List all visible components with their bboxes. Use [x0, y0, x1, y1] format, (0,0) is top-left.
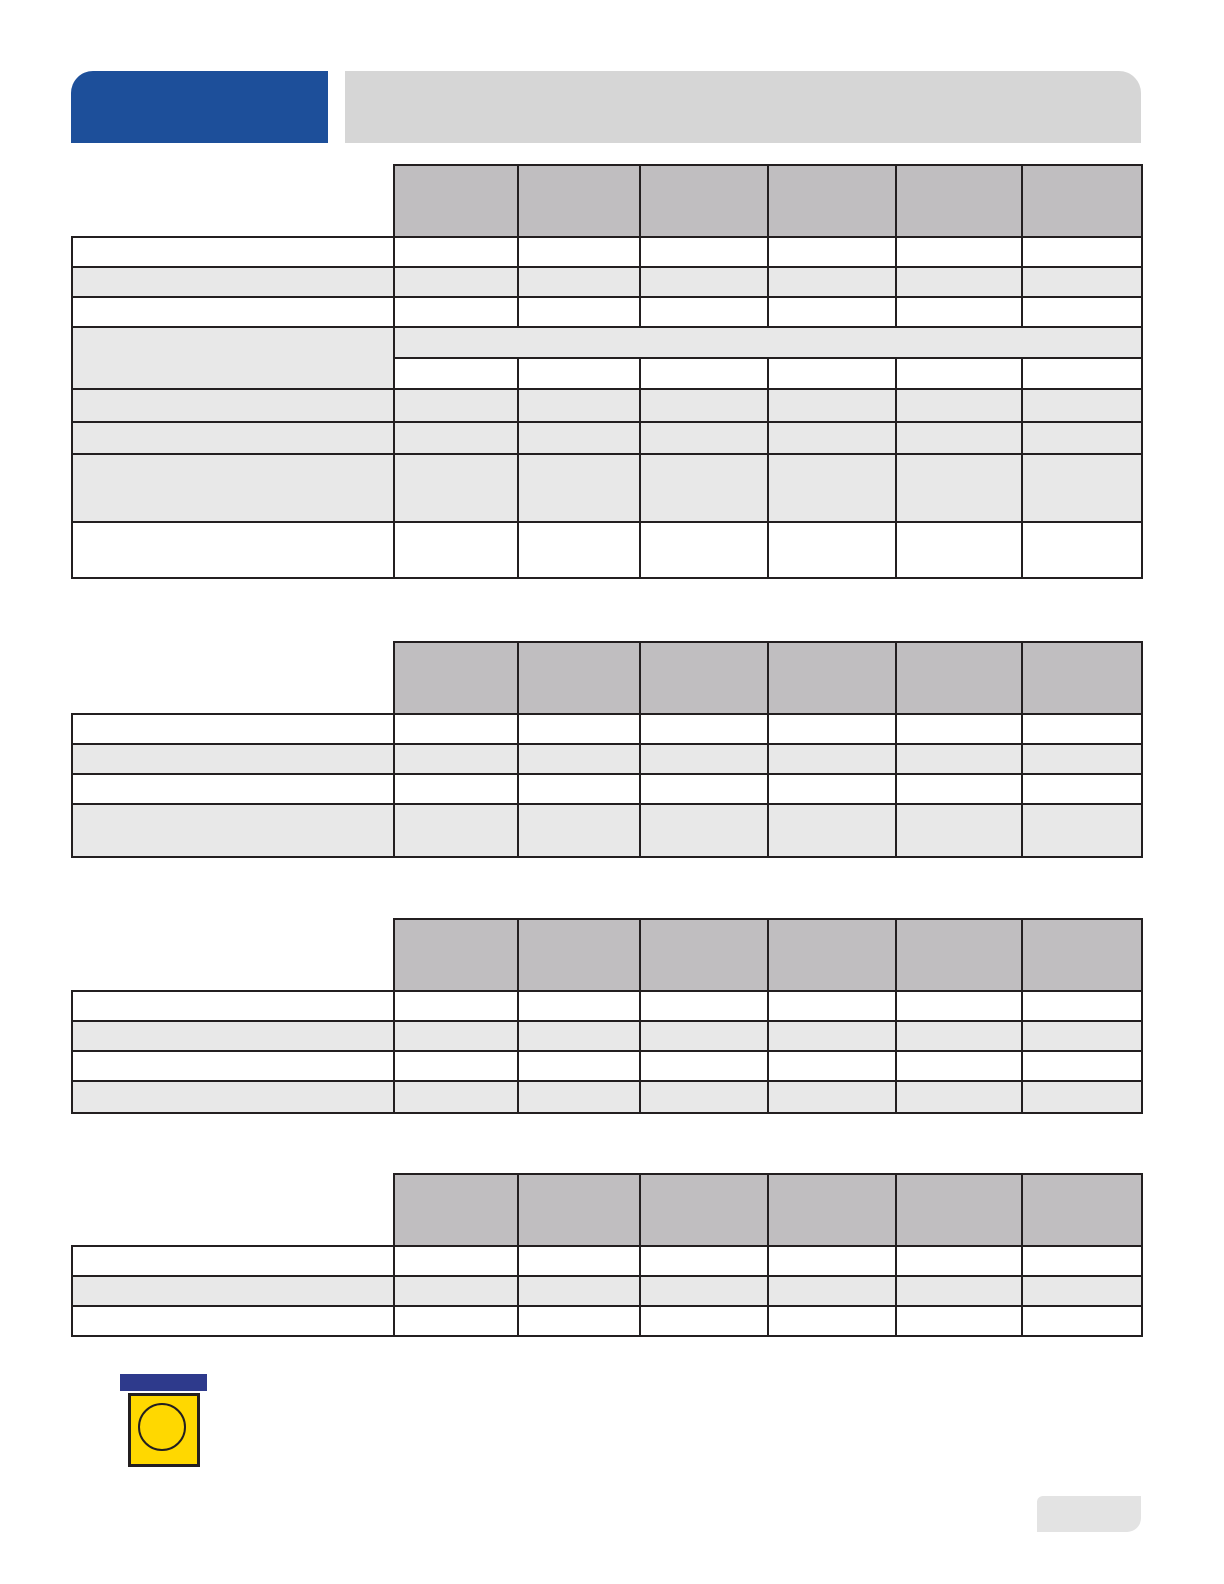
column-header [518, 1174, 640, 1246]
section-tab [71, 71, 328, 143]
column-header [1022, 1174, 1142, 1246]
column-header [518, 165, 640, 237]
column-header [394, 165, 518, 237]
spec-table-1 [71, 164, 1143, 579]
table-header-row [72, 642, 1142, 714]
subheader-row [72, 327, 1142, 358]
warning-box [128, 1393, 200, 1467]
table-row [72, 1246, 1142, 1276]
table-row [72, 522, 1142, 578]
table-header-row [72, 165, 1142, 237]
column-header [896, 919, 1022, 991]
column-header [640, 919, 768, 991]
table-row [72, 297, 1142, 327]
table-header-row [72, 919, 1142, 991]
page-title-bar [345, 71, 1141, 143]
column-header [896, 642, 1022, 714]
table-row [72, 804, 1142, 857]
table-row [72, 714, 1142, 744]
page-number-tab [1037, 1496, 1141, 1532]
column-header [896, 1174, 1022, 1246]
table-row [72, 422, 1142, 454]
spec-table-2 [71, 641, 1143, 858]
table-row [72, 1276, 1142, 1306]
table-row [72, 454, 1142, 522]
column-header [1022, 165, 1142, 237]
table-row [72, 1051, 1142, 1081]
table-row [72, 267, 1142, 297]
table-row [72, 389, 1142, 422]
column-header [1022, 642, 1142, 714]
table-row [72, 237, 1142, 267]
warning-symbol [120, 1374, 207, 1466]
table-row [72, 1081, 1142, 1113]
column-header [640, 1174, 768, 1246]
column-header [768, 919, 896, 991]
table-row [72, 1306, 1142, 1336]
table-row [72, 774, 1142, 804]
column-header [394, 1174, 518, 1246]
column-header [394, 642, 518, 714]
column-header [640, 642, 768, 714]
circle-warning-icon [138, 1403, 186, 1451]
spec-table-4 [71, 1173, 1143, 1337]
warning-band [120, 1374, 207, 1391]
table-header-row [72, 1174, 1142, 1246]
column-header [640, 165, 768, 237]
table-row [72, 744, 1142, 774]
column-header [518, 919, 640, 991]
column-header [768, 165, 896, 237]
table-row [72, 991, 1142, 1021]
table-row [72, 1021, 1142, 1051]
spec-table-3 [71, 918, 1143, 1114]
column-header [394, 919, 518, 991]
column-header [896, 165, 1022, 237]
column-header [768, 1174, 896, 1246]
column-header [768, 642, 896, 714]
column-header [1022, 919, 1142, 991]
column-header [518, 642, 640, 714]
